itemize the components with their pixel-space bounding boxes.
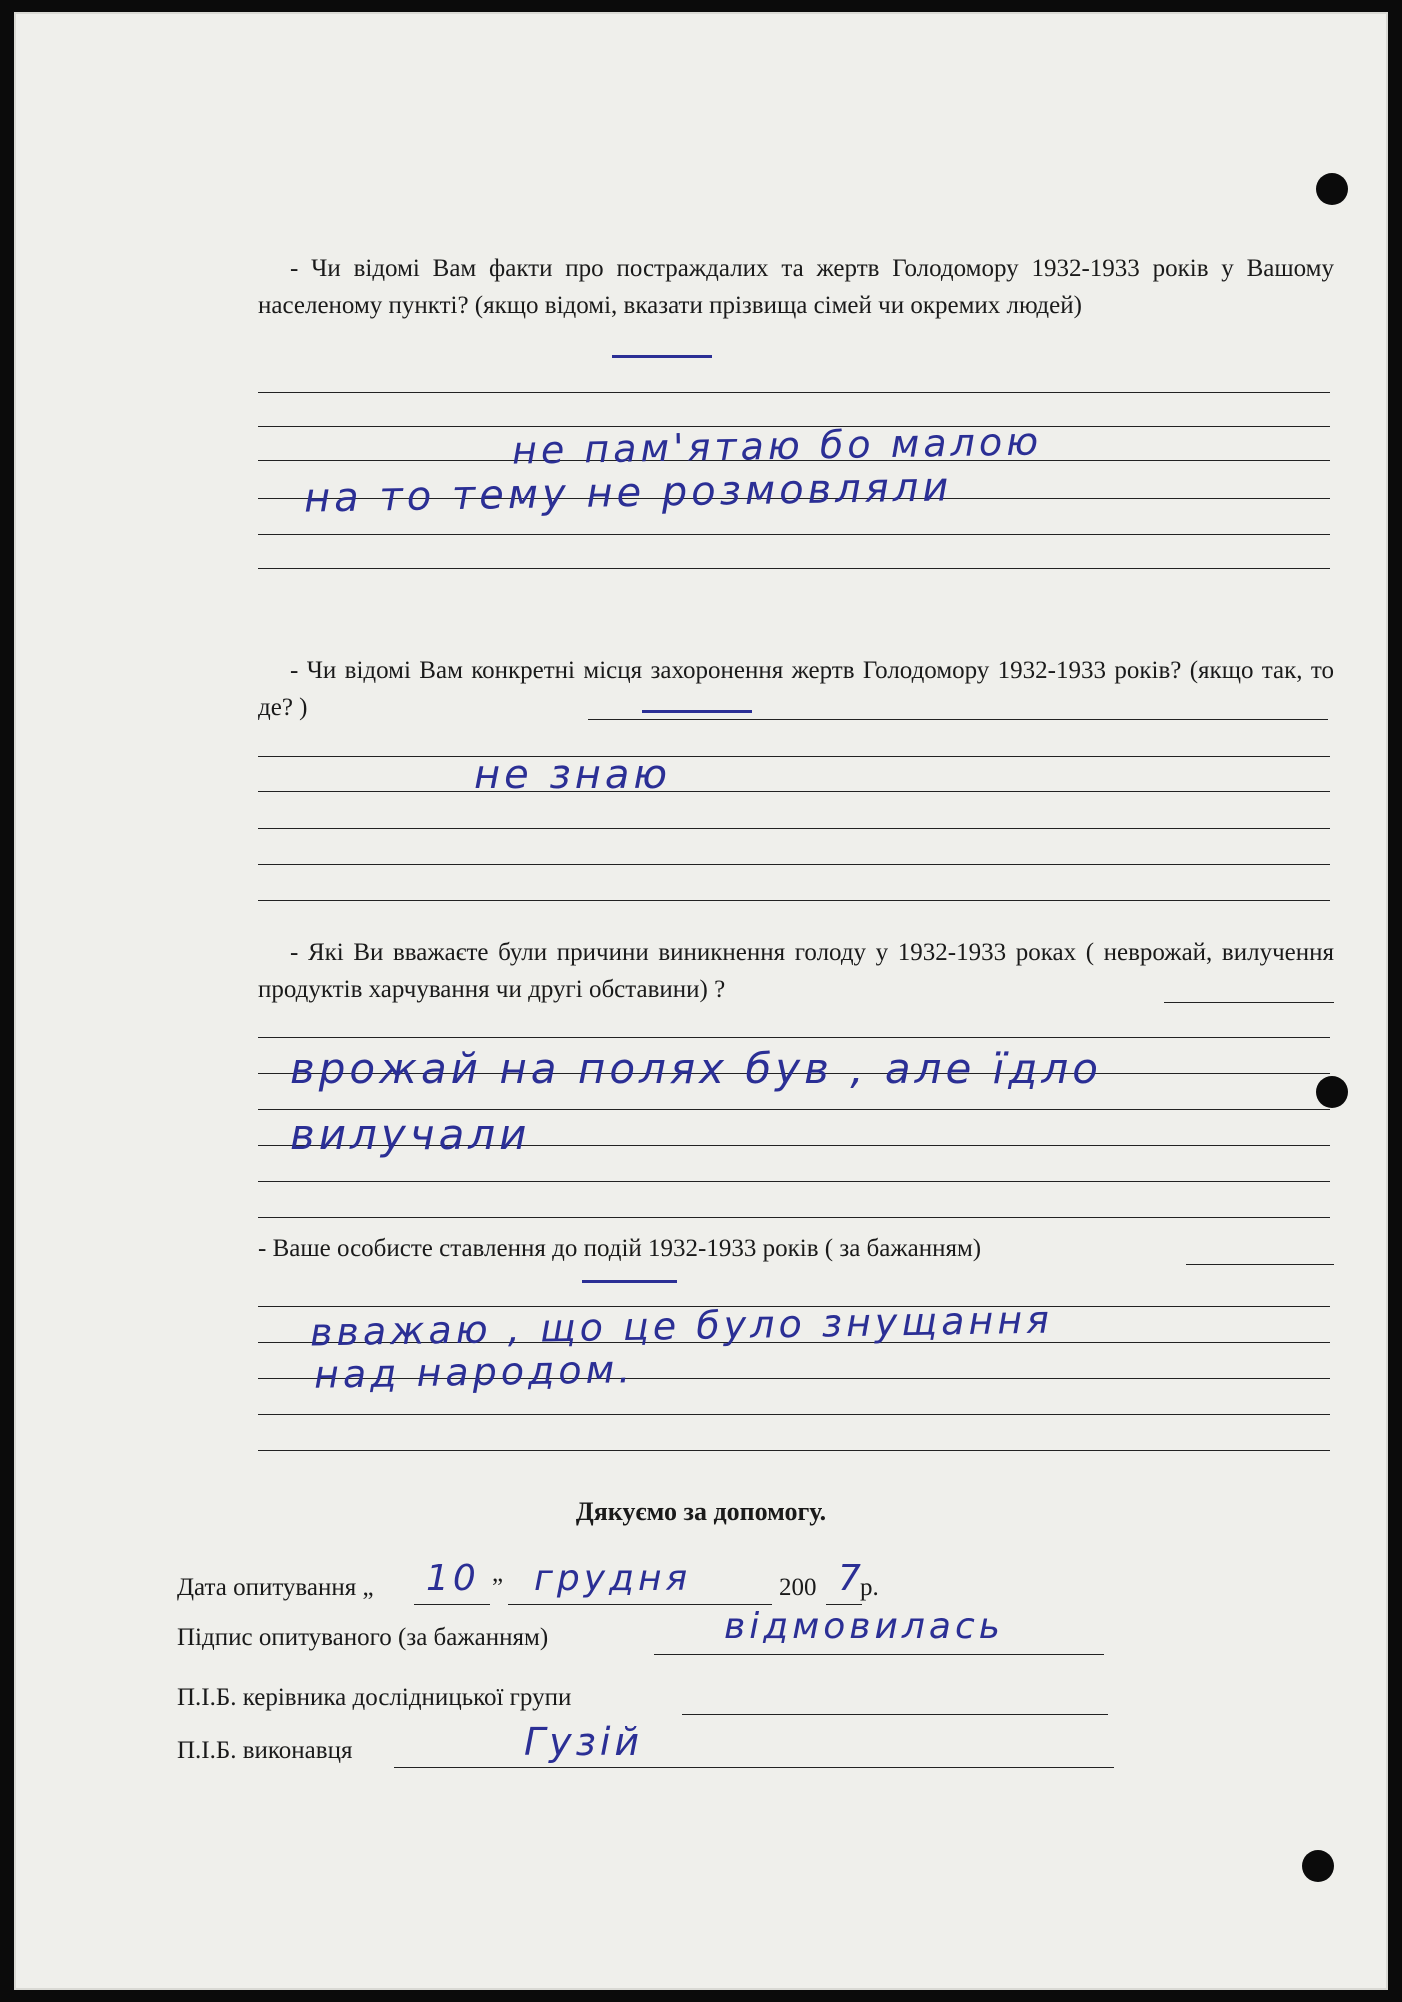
- date-month-value: грудня: [534, 1558, 692, 1599]
- date-quote: ”: [492, 1574, 504, 1601]
- leader-label: П.І.Б. керівника дослідницької групи: [177, 1684, 572, 1711]
- answer-line: [258, 1217, 1330, 1218]
- handwritten-answer-3b: вилучали: [290, 1110, 531, 1159]
- answer-line: [258, 864, 1330, 865]
- answer-line: [258, 828, 1330, 829]
- date-year-line: [826, 1604, 862, 1605]
- answer-dash: [582, 1280, 677, 1283]
- thanks-note: Дякуємо за допомогу.: [575, 1497, 827, 1526]
- handwritten-answer-4a: вважаю , що це було знущання: [309, 1297, 1054, 1355]
- date-label: Дата опитування „: [177, 1574, 374, 1601]
- question-4: [258, 1230, 1334, 1267]
- punch-hole: [1302, 1850, 1334, 1882]
- signature-line: [654, 1654, 1104, 1655]
- answer-line: [258, 1450, 1330, 1451]
- date-day-line: [414, 1604, 490, 1605]
- date-year-prefix: 200: [779, 1574, 817, 1601]
- handwritten-answer-2: не знаю: [474, 752, 672, 798]
- questionnaire-page: [14, 12, 1388, 1990]
- handwritten-answer-4b: над народом.: [313, 1347, 635, 1397]
- answer-line: [258, 1037, 1330, 1038]
- date-year-digit: 7: [838, 1558, 865, 1599]
- question-1-prompt: - Чи відомі Вам факти про постраждалих та жертв Голодомору 1932-1933 років у Вашому населеному пункті? (якщо відомі, вказати прізвища сімей чи окремих людей): [258, 255, 1334, 319]
- handwritten-answer-3a: врожай на полях був , але їдло: [290, 1044, 1102, 1093]
- question-3-prompt: - Які Ви вважаєте були причини виникнення голоду у 1932-1933 роках ( неврожай, вилучення продуктів харчування чи другі обставини) ?: [258, 939, 1334, 1003]
- question-3: [258, 934, 1334, 1008]
- signature-value: відмовилась: [724, 1606, 1004, 1647]
- executor-line: [394, 1767, 1114, 1768]
- answer-line: [258, 756, 1330, 757]
- answer-line: [1164, 1002, 1334, 1003]
- answer-line: [258, 791, 1330, 792]
- date-day-value: 10: [426, 1558, 480, 1599]
- answer-line: [258, 900, 1330, 901]
- punch-hole: [1316, 173, 1348, 205]
- question-4-prompt: - Ваше особисте ставлення до подій 1932-1933 років ( за бажанням): [258, 1235, 982, 1262]
- signature-label: Підпис опитуваного (за бажанням): [177, 1624, 549, 1651]
- answer-line: [258, 534, 1330, 535]
- punch-hole: [1316, 1076, 1348, 1108]
- executor-label: П.І.Б. виконавця: [177, 1737, 353, 1764]
- answer-line: [258, 1414, 1330, 1415]
- answer-line: [588, 719, 1328, 720]
- question-2-prompt: - Чи відомі Вам конкретні місця захоронення жертв Голодомору 1932-1933 років? (якщо так, то де? ): [258, 657, 1334, 721]
- answer-line: [1186, 1264, 1334, 1265]
- leader-line: [682, 1714, 1108, 1715]
- handwritten-answer-1b: на то тему не розмовляли: [303, 464, 953, 522]
- date-year-suffix: р.: [860, 1574, 879, 1601]
- executor-value: Гузій: [524, 1720, 644, 1764]
- answer-line: [258, 568, 1330, 569]
- question-2: [258, 652, 1334, 726]
- question-1: [258, 250, 1334, 324]
- answer-dash: [642, 710, 752, 713]
- answer-line: [258, 392, 1330, 393]
- handwritten-answer-1a: не пам'ятаю бо малою: [511, 419, 1043, 473]
- date-month-line: [508, 1604, 772, 1605]
- answer-dash: [612, 355, 712, 358]
- answer-line: [258, 1181, 1330, 1182]
